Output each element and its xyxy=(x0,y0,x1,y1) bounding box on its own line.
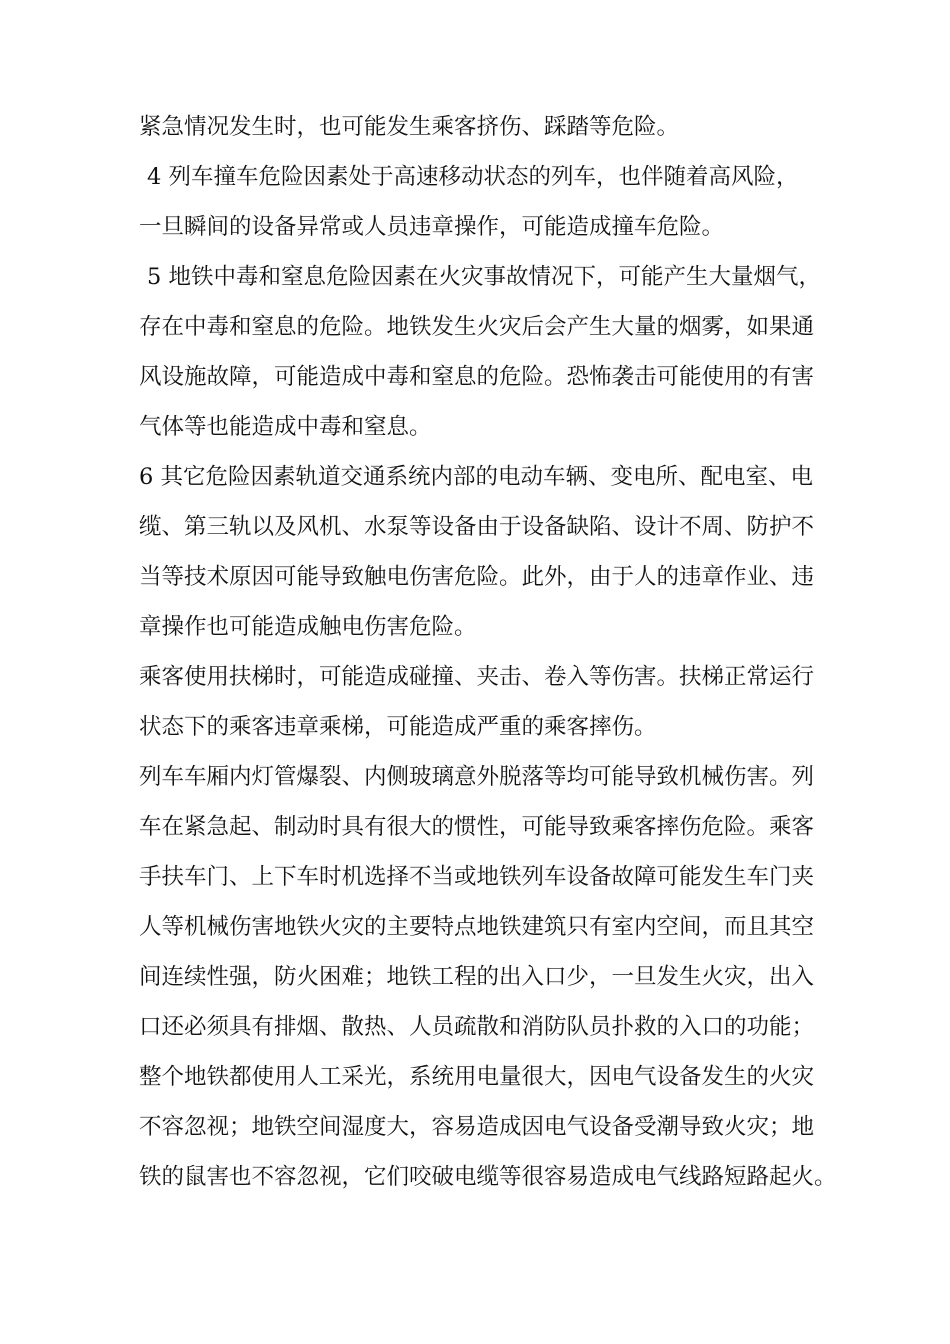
text-line: 6 其它危险因素轨道交通系统内部的电动车辆、变电所、配电室、电 xyxy=(139,464,813,490)
text-line: 铁的鼠害也不容忽视，它们咬破电缆等很容易造成电气线路短路起火。 xyxy=(139,1164,837,1190)
text-line: 不容忽视；地铁空间湿度大，容易造成因电气设备受潮导致火灾；地 xyxy=(139,1114,815,1140)
text-line: 5 地铁中毒和窒息危险因素在火灾事故情况下，可能产生大量烟气， xyxy=(147,264,821,290)
text-line: 紧急情况发生时，也可能发生乘客挤伤、踩踏等危险。 xyxy=(139,114,680,140)
text-line: 缆、第三轨以及风机、水泵等设备由于设备缺陷、设计不周、防护不 xyxy=(139,514,815,540)
text-line: 章操作也可能造成触电伤害危险。 xyxy=(139,614,477,640)
text-line: 风设施故障，可能造成中毒和窒息的危险。恐怖袭击可能使用的有害 xyxy=(139,364,815,390)
text-line: 4 列车撞车危险因素处于高速移动状态的列车，也伴随着高风险， xyxy=(147,164,799,190)
text-line: 一旦瞬间的设备异常或人员违章操作，可能造成撞车危险。 xyxy=(139,214,725,240)
text-line: 乘客使用扶梯时，可能造成碰撞、夹击、卷入等伤害。扶梯正常运行 xyxy=(139,664,815,690)
text-line: 当等技术原因可能导致触电伤害危险。此外，由于人的违章作业、违 xyxy=(139,564,815,590)
text-line: 手扶车门、上下车时机选择不当或地铁列车设备故障可能发生车门夹 xyxy=(139,864,815,890)
text-line: 状态下的乘客违章乘梯，可能造成严重的乘客摔伤。 xyxy=(139,714,657,740)
text-line: 存在中毒和窒息的危险。地铁发生火灾后会产生大量的烟雾，如果通 xyxy=(139,314,815,340)
text-line: 口还必须具有排烟、散热、人员疏散和消防队员扑救的入口的功能； xyxy=(139,1014,815,1040)
text-line: 气体等也能造成中毒和窒息。 xyxy=(139,414,432,440)
text-line: 间连续性强，防火困难；地铁工程的出入口少，一旦发生火灾，出入 xyxy=(139,964,815,990)
text-line: 整个地铁都使用人工采光，系统用电量很大，因电气设备发生的火灾 xyxy=(139,1064,815,1090)
text-line: 车在紧急起、制动时具有很大的惯性，可能导致乘客摔伤危险。乘客 xyxy=(139,814,815,840)
text-line: 人等机械伤害地铁火灾的主要特点地铁建筑只有室内空间，而且其空 xyxy=(139,914,815,940)
text-line: 列车车厢内灯管爆裂、内侧玻璃意外脱落等均可能导致机械伤害。列 xyxy=(139,764,815,790)
